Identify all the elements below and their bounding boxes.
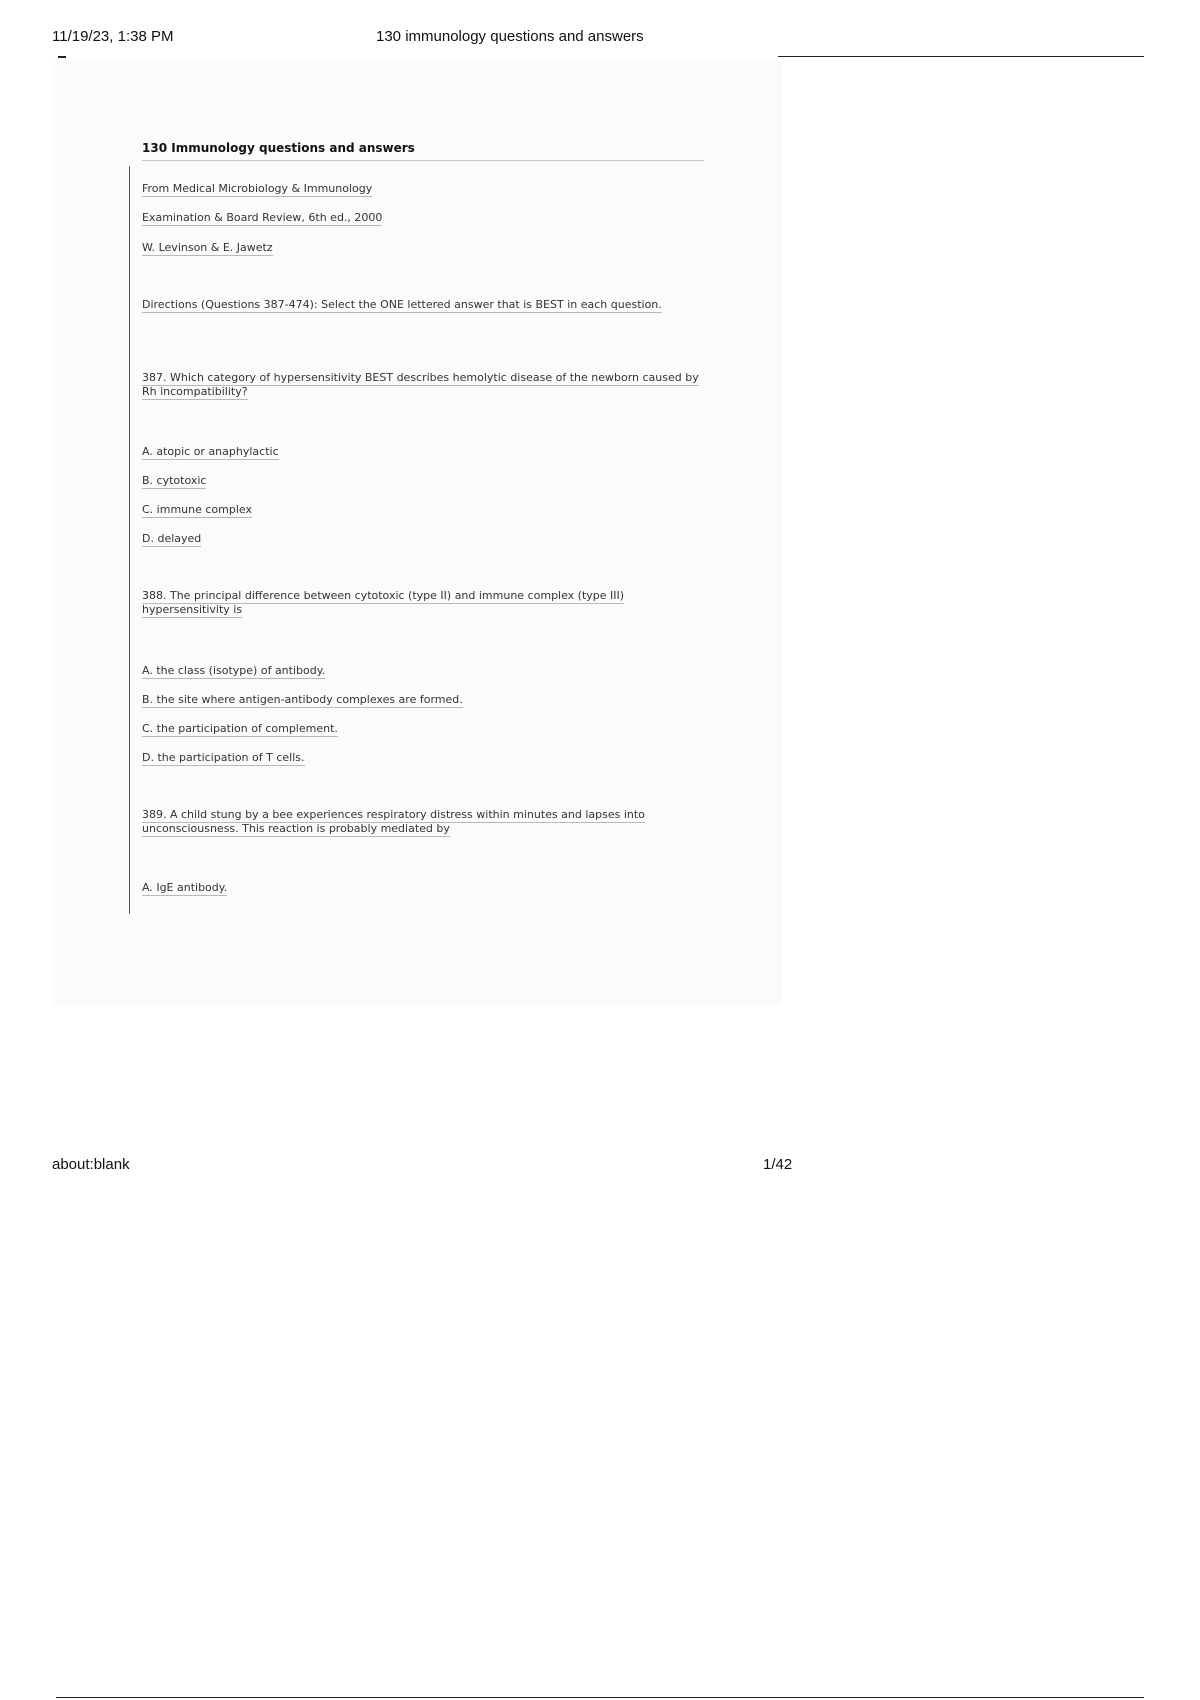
source-line-text: From Medical Microbiology & Immunology [142, 182, 373, 195]
option-text: B. the site where antigen-antibody complexes are formed. [142, 693, 463, 706]
option-text: A. atopic or anaphylactic [142, 445, 279, 458]
question-388 [142, 589, 702, 617]
header-dash-mark [58, 56, 66, 58]
print-footer-page-number: 1/42 [763, 1156, 793, 1173]
header-rule [778, 56, 1144, 57]
source-line-text: Examination & Board Review, 6th ed., 2000 [142, 211, 383, 224]
source-line [142, 211, 382, 225]
option-item [142, 664, 325, 678]
question-text: 387. Which category of hypersensitivity BEST describes hemolytic disease of the newborn caused by Rh incompatibility? [142, 371, 699, 398]
question-text: 388. The principal difference between cytotoxic (type II) and immune complex (type III) hypersensitivity is [142, 589, 625, 616]
option-text: A. IgE antibody. [142, 881, 228, 894]
directions-text: Directions (Questions 387-474): Select the ONE lettered answer that is BEST in each question. [142, 298, 662, 311]
footer-rule [56, 1697, 1144, 1698]
option-text: A. the class (isotype) of antibody. [142, 664, 326, 677]
option-item [142, 751, 305, 765]
option-text: D. delayed [142, 532, 202, 545]
question-389 [142, 808, 702, 836]
option-item [142, 503, 252, 517]
source-line [142, 241, 273, 255]
option-text: D. the participation of T cells. [142, 751, 305, 764]
option-item [142, 693, 463, 707]
source-line-text: W. Levinson & E. Jawetz [142, 241, 273, 254]
content-rail [129, 166, 130, 914]
option-item [142, 881, 227, 895]
option-item [142, 722, 338, 736]
print-footer-url: about:blank [52, 1156, 130, 1173]
option-item [142, 532, 201, 546]
directions [142, 298, 702, 312]
question-text: 389. A child stung by a bee experiences respiratory distress within minutes and lapses into unconsciousness. This reaction is probably mediated by [142, 808, 645, 835]
print-header-title: 130 immunology questions and answers [376, 28, 644, 45]
option-item [142, 474, 206, 488]
print-header-datetime: 11/19/23, 1:38 PM [52, 28, 174, 45]
option-text: B. cytotoxic [142, 474, 207, 487]
question-387 [142, 371, 702, 399]
option-text: C. the participation of complement. [142, 722, 338, 735]
option-text: C. immune complex [142, 503, 252, 516]
source-line [142, 182, 372, 196]
option-item [142, 445, 279, 459]
document-title: 130 Immunology questions and answers [142, 141, 704, 161]
